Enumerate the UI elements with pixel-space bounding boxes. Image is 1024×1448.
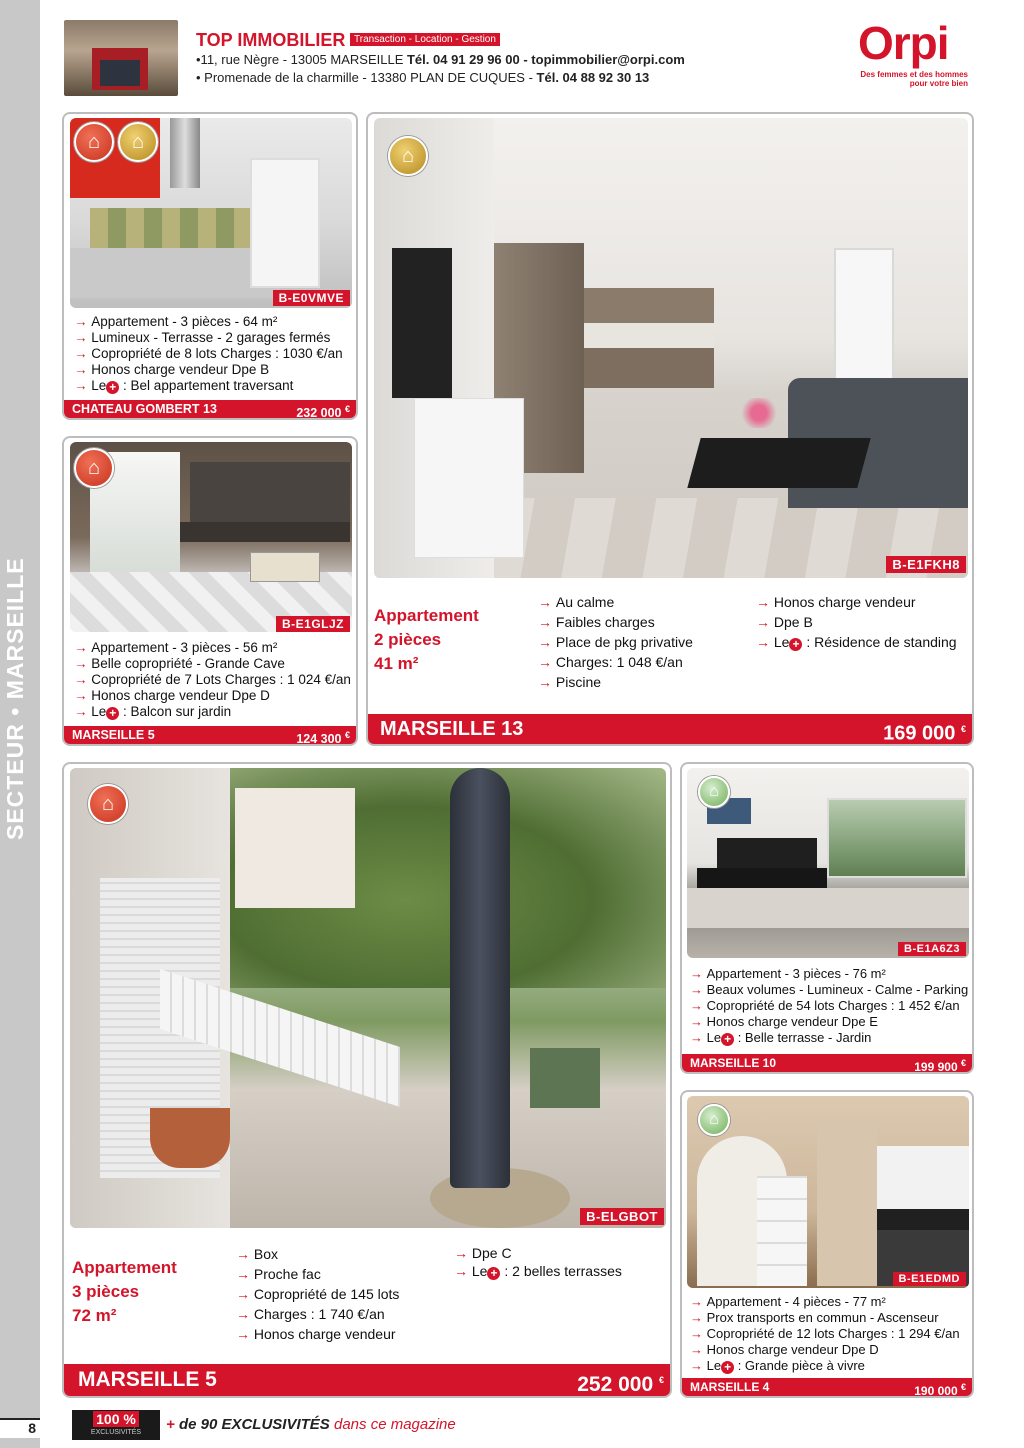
feature-plus: → Le + : Bel appartement traversant [74, 378, 343, 394]
feature-item: → Box [236, 1244, 399, 1264]
feature-item: → Beaux volumes - Lumineux - Calme - Parking [690, 982, 968, 998]
listing-footer-bar [682, 1054, 972, 1072]
feature-item: → Charges: 1 048 €/an [538, 652, 693, 672]
feature-item: → Copropriété de 7 Lots Charges : 1 024 €/an [74, 672, 351, 688]
sidebar [0, 0, 40, 1448]
heart-house-icon: ⌂ [88, 784, 128, 824]
feature-item: → Honos charge vendeur Dpe D [74, 688, 351, 704]
listing-card-6[interactable] [680, 1090, 974, 1398]
plus-icon: + [106, 381, 119, 394]
feature-plus: → Le + : Grande pièce à vivre [690, 1358, 960, 1374]
feature-item: → Honos charge vendeur Dpe B [74, 362, 343, 378]
listing-card-4[interactable] [62, 762, 672, 1398]
feature-item: → Appartement - 4 pièces - 77 m² [690, 1294, 960, 1310]
listing-photo [70, 768, 666, 1228]
feature-plus: → Le + : 2 belles terrasses [454, 1262, 622, 1280]
feature-item: → Belle copropriété - Grande Cave [74, 656, 351, 672]
feature-item: → Prox transports en commun - Ascenseur [690, 1310, 960, 1326]
listing-city: MARSEILLE 10 [690, 1056, 777, 1070]
feature-item: → Dpe C [454, 1244, 622, 1262]
feature-list [74, 314, 343, 394]
feature-list [74, 640, 351, 720]
agency-address-1: •11, rue Nègre - 13005 MARSEILLE Tél. 04 91 29 96 00 - topimmobilier@orpi.com [196, 52, 685, 67]
plus-icon: + [721, 1033, 734, 1046]
listing-footer-bar [64, 726, 356, 744]
agency-phone-2[interactable]: Tél. 04 88 92 30 13 [536, 70, 650, 85]
listing-card-2[interactable] [62, 436, 358, 746]
heart-house-icon: ⌂ [74, 448, 114, 488]
listing-ref: B-E0VMVE [273, 290, 350, 306]
exclusivites-badge: 100 % EXCLUSIVITÉS [72, 1410, 160, 1440]
feature-item: → Copropriété de 12 lots Charges : 1 294 €/an [690, 1326, 960, 1342]
listing-footer-bar [64, 400, 356, 418]
agency-storefront-photo [64, 20, 178, 96]
listing-title: Appartement 2 pièces 41 m² [374, 606, 479, 673]
listing-photo [687, 1096, 969, 1288]
orpi-logo [858, 18, 968, 88]
feature-item: → Copropriété de 8 lots Charges : 1030 €/an [74, 346, 343, 362]
gold-house-icon: ⌂ [118, 122, 158, 162]
listing-city: MARSEILLE 4 [690, 1380, 770, 1394]
listing-card-1[interactable] [62, 112, 358, 420]
plus-icon: + [721, 1361, 734, 1374]
heart-house-icon: ⌂ [74, 122, 114, 162]
feature-list [538, 592, 693, 692]
listing-card-5[interactable] [680, 762, 974, 1074]
listing-city: MARSEILLE 5 [78, 1368, 217, 1391]
plus-icon: + [106, 707, 119, 720]
listing-price: 199 900 € [914, 1058, 966, 1074]
feature-item: → Appartement - 3 pièces - 76 m² [690, 966, 968, 982]
feature-list-2 [756, 592, 957, 652]
feature-item: → Honos charge vendeur [756, 592, 957, 612]
listing-ref: B-E1A6Z3 [898, 942, 966, 956]
listing-price: 232 000 € [296, 404, 350, 420]
feature-list [690, 1294, 960, 1374]
feature-plus: → Le + : Résidence de standing [756, 632, 957, 652]
listing-price: 252 000 € [577, 1373, 664, 1396]
listing-photo [374, 118, 968, 578]
plus-icon: + [789, 638, 802, 651]
sidebar-label: SECTEUR • MARSEILLE [2, 557, 28, 840]
feature-item: → Faibles charges [538, 612, 693, 632]
listing-card-3[interactable] [366, 112, 974, 746]
feature-item: → Copropriété de 54 lots Charges : 1 452 €/an [690, 998, 968, 1014]
page-number: 8 [0, 1418, 40, 1438]
listing-city: MARSEILLE 5 [72, 728, 155, 742]
feature-item: → Dpe B [756, 612, 957, 632]
listing-ref: B-E1EDMD [893, 1272, 966, 1286]
feature-item: → Honos charge vendeur Dpe D [690, 1342, 960, 1358]
feature-plus: → Le + : Belle terrasse - Jardin [690, 1030, 968, 1046]
agency-address-2: • Promenade de la charmille - 13380 PLAN DE CUQUES - Tél. 04 88 92 30 13 [196, 70, 650, 85]
listing-title: Appartement 3 pièces 72 m² [72, 1258, 177, 1325]
listing-city: CHATEAU GOMBERT 13 [72, 402, 217, 416]
agency-phone-1[interactable]: Tél. 04 91 29 96 00 [406, 52, 520, 67]
listing-ref: B-ELGBOT [580, 1208, 664, 1225]
listing-ref: B-E1FKH8 [886, 556, 966, 573]
green-house-icon: ⌂ [698, 1104, 730, 1136]
green-house-icon: ⌂ [698, 776, 730, 808]
listing-price: 169 000 € [883, 722, 966, 745]
footer-tagline: + de 90 EXCLUSIVITÉS dans ce magazine [166, 1416, 456, 1433]
listing-footer-bar [64, 1364, 670, 1396]
feature-item: → Au calme [538, 592, 693, 612]
listing-footer-bar [682, 1378, 972, 1396]
listing-city: MARSEILLE 13 [380, 718, 524, 740]
feature-list-2 [454, 1244, 622, 1280]
feature-item: → Lumineux - Terrasse - 2 garages fermés [74, 330, 343, 346]
plus-icon: + [487, 1267, 500, 1280]
feature-list [236, 1244, 399, 1344]
feature-item: → Honos charge vendeur [236, 1324, 399, 1344]
agency-tagline: Transaction - Location - Gestion [350, 33, 500, 46]
feature-item: → Honos charge vendeur Dpe E [690, 1014, 968, 1030]
feature-item: → Proche fac [236, 1264, 399, 1284]
feature-item: → Copropriété de 145 lots [236, 1284, 399, 1304]
feature-item: → Charges : 1 740 €/an [236, 1304, 399, 1324]
feature-item: → Appartement - 3 pièces - 56 m² [74, 640, 351, 656]
listing-ref: B-E1GLJZ [276, 616, 350, 632]
agency-name: TOP IMMOBILIER [196, 30, 346, 50]
feature-item: → Appartement - 3 pièces - 64 m² [74, 314, 343, 330]
feature-item: → Place de pkg privative [538, 632, 693, 652]
listing-price: 190 000 € [914, 1382, 966, 1398]
feature-item: → Piscine [538, 672, 693, 692]
logo-tagline: Des femmes et des hommes pour votre bien [860, 70, 968, 88]
agency-email[interactable]: - topimmobilier@orpi.com [519, 52, 685, 67]
feature-list [690, 966, 968, 1046]
gold-house-icon: ⌂ [388, 136, 428, 176]
listing-price: 124 300 € [296, 730, 350, 746]
listing-footer-bar [368, 714, 972, 744]
feature-plus: → Le + : Balcon sur jardin [74, 704, 351, 720]
logo-wordmark: Orpi [858, 17, 949, 69]
